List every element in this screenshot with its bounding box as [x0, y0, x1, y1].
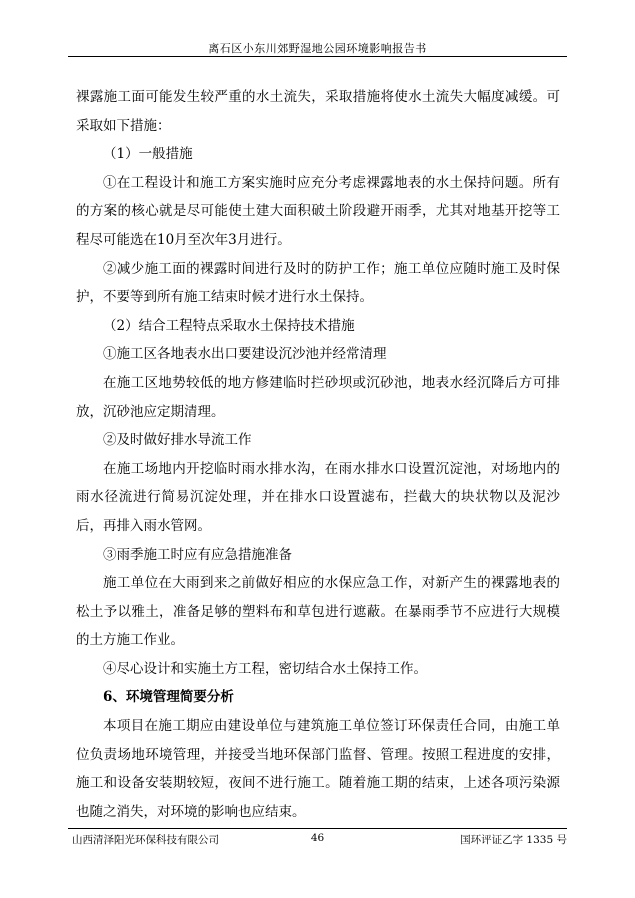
paragraph-environmental-management: 本项目在施工期应由建设单位与建筑施工单位签订环保责任合同，由施工单位负责场地环境管理，并接受当地环保部门监督、管理。按照工程进度的安排，施工和设备安装期较短，夜间不进行施工。随着施工期的结束，上述各项污染源也随之消失，对环境的影响也应结束。	[76, 718, 560, 820]
page-header-title: 离石区小东川郊野湿地公园环境影响报告书	[208, 42, 427, 55]
item-earthwork: ④尽心设计和实施土方工程，密切结合水土保持工作。	[103, 660, 427, 677]
paragraph-intro: 裸露施工面可能发生较严重的水土流失，采取措施将使水土流失大幅度减缓。可采取如下措施：	[76, 89, 560, 134]
footer-divider	[68, 828, 567, 829]
subheading-technical-measures: （2）结合工程特点采取水土保持技术措施	[103, 317, 355, 334]
paragraph-drainage-detail: 在施工场地内开挖临时雨水排水沟，在雨水排水口设置沉淀池，对场地内的雨水径流进行简易沉淀处理，并在排水口设置滤布，拦截大的块状物以及泥沙后，再排入雨水管网。	[76, 460, 560, 534]
document-body	[76, 83, 560, 826]
item-sedimentation-tank: ①施工区各地表水出口要建设沉沙池并经常清理	[103, 346, 387, 363]
footer-company: 山西清泽阳光环保科技有限公司	[72, 834, 219, 846]
header-divider	[68, 56, 567, 57]
item-rainy-season: ③雨季施工时应有应急措施准备	[103, 546, 292, 563]
footer-certificate: 国环评证乙字 1335 号	[460, 834, 567, 846]
paragraph-reduce-exposure: ②减少施工面的裸露时间进行及时的防护工作；施工单位应随时施工及时保护，不要等到所有施工结束时候才进行水土保持。	[76, 260, 560, 306]
subheading-general-measures: （1）一般措施	[103, 146, 193, 163]
section-heading-environmental-management: 6、环境管理简要分析	[103, 689, 234, 706]
paragraph-design-planning: ①在工程设计和施工方案实施时应充分考虑裸露地表的水土保持问题。所有的方案的核心就是尽可能使土建大面积破土阶段避开雨季，尤其对地基开挖等工程尽可能选在10月至次年3月进行。	[76, 174, 560, 248]
item-drainage: ②及时做好排水导流工作	[103, 432, 252, 449]
paragraph-rainy-season-detail: 施工单位在大雨到来之前做好相应的水保应急工作，对新产生的裸露地表的松土予以雅土，准备足够的塑料布和草包进行遮蔽。在暴雨季节不应进行大规模的土方施工作业。	[76, 575, 560, 649]
paragraph-sedimentation-detail: 在施工区地势较低的地方修建临时拦砂坝或沉砂池，地表水经沉降后方可排放，沉砂池应定期清理。	[76, 374, 560, 420]
page-number: 46	[310, 832, 325, 844]
